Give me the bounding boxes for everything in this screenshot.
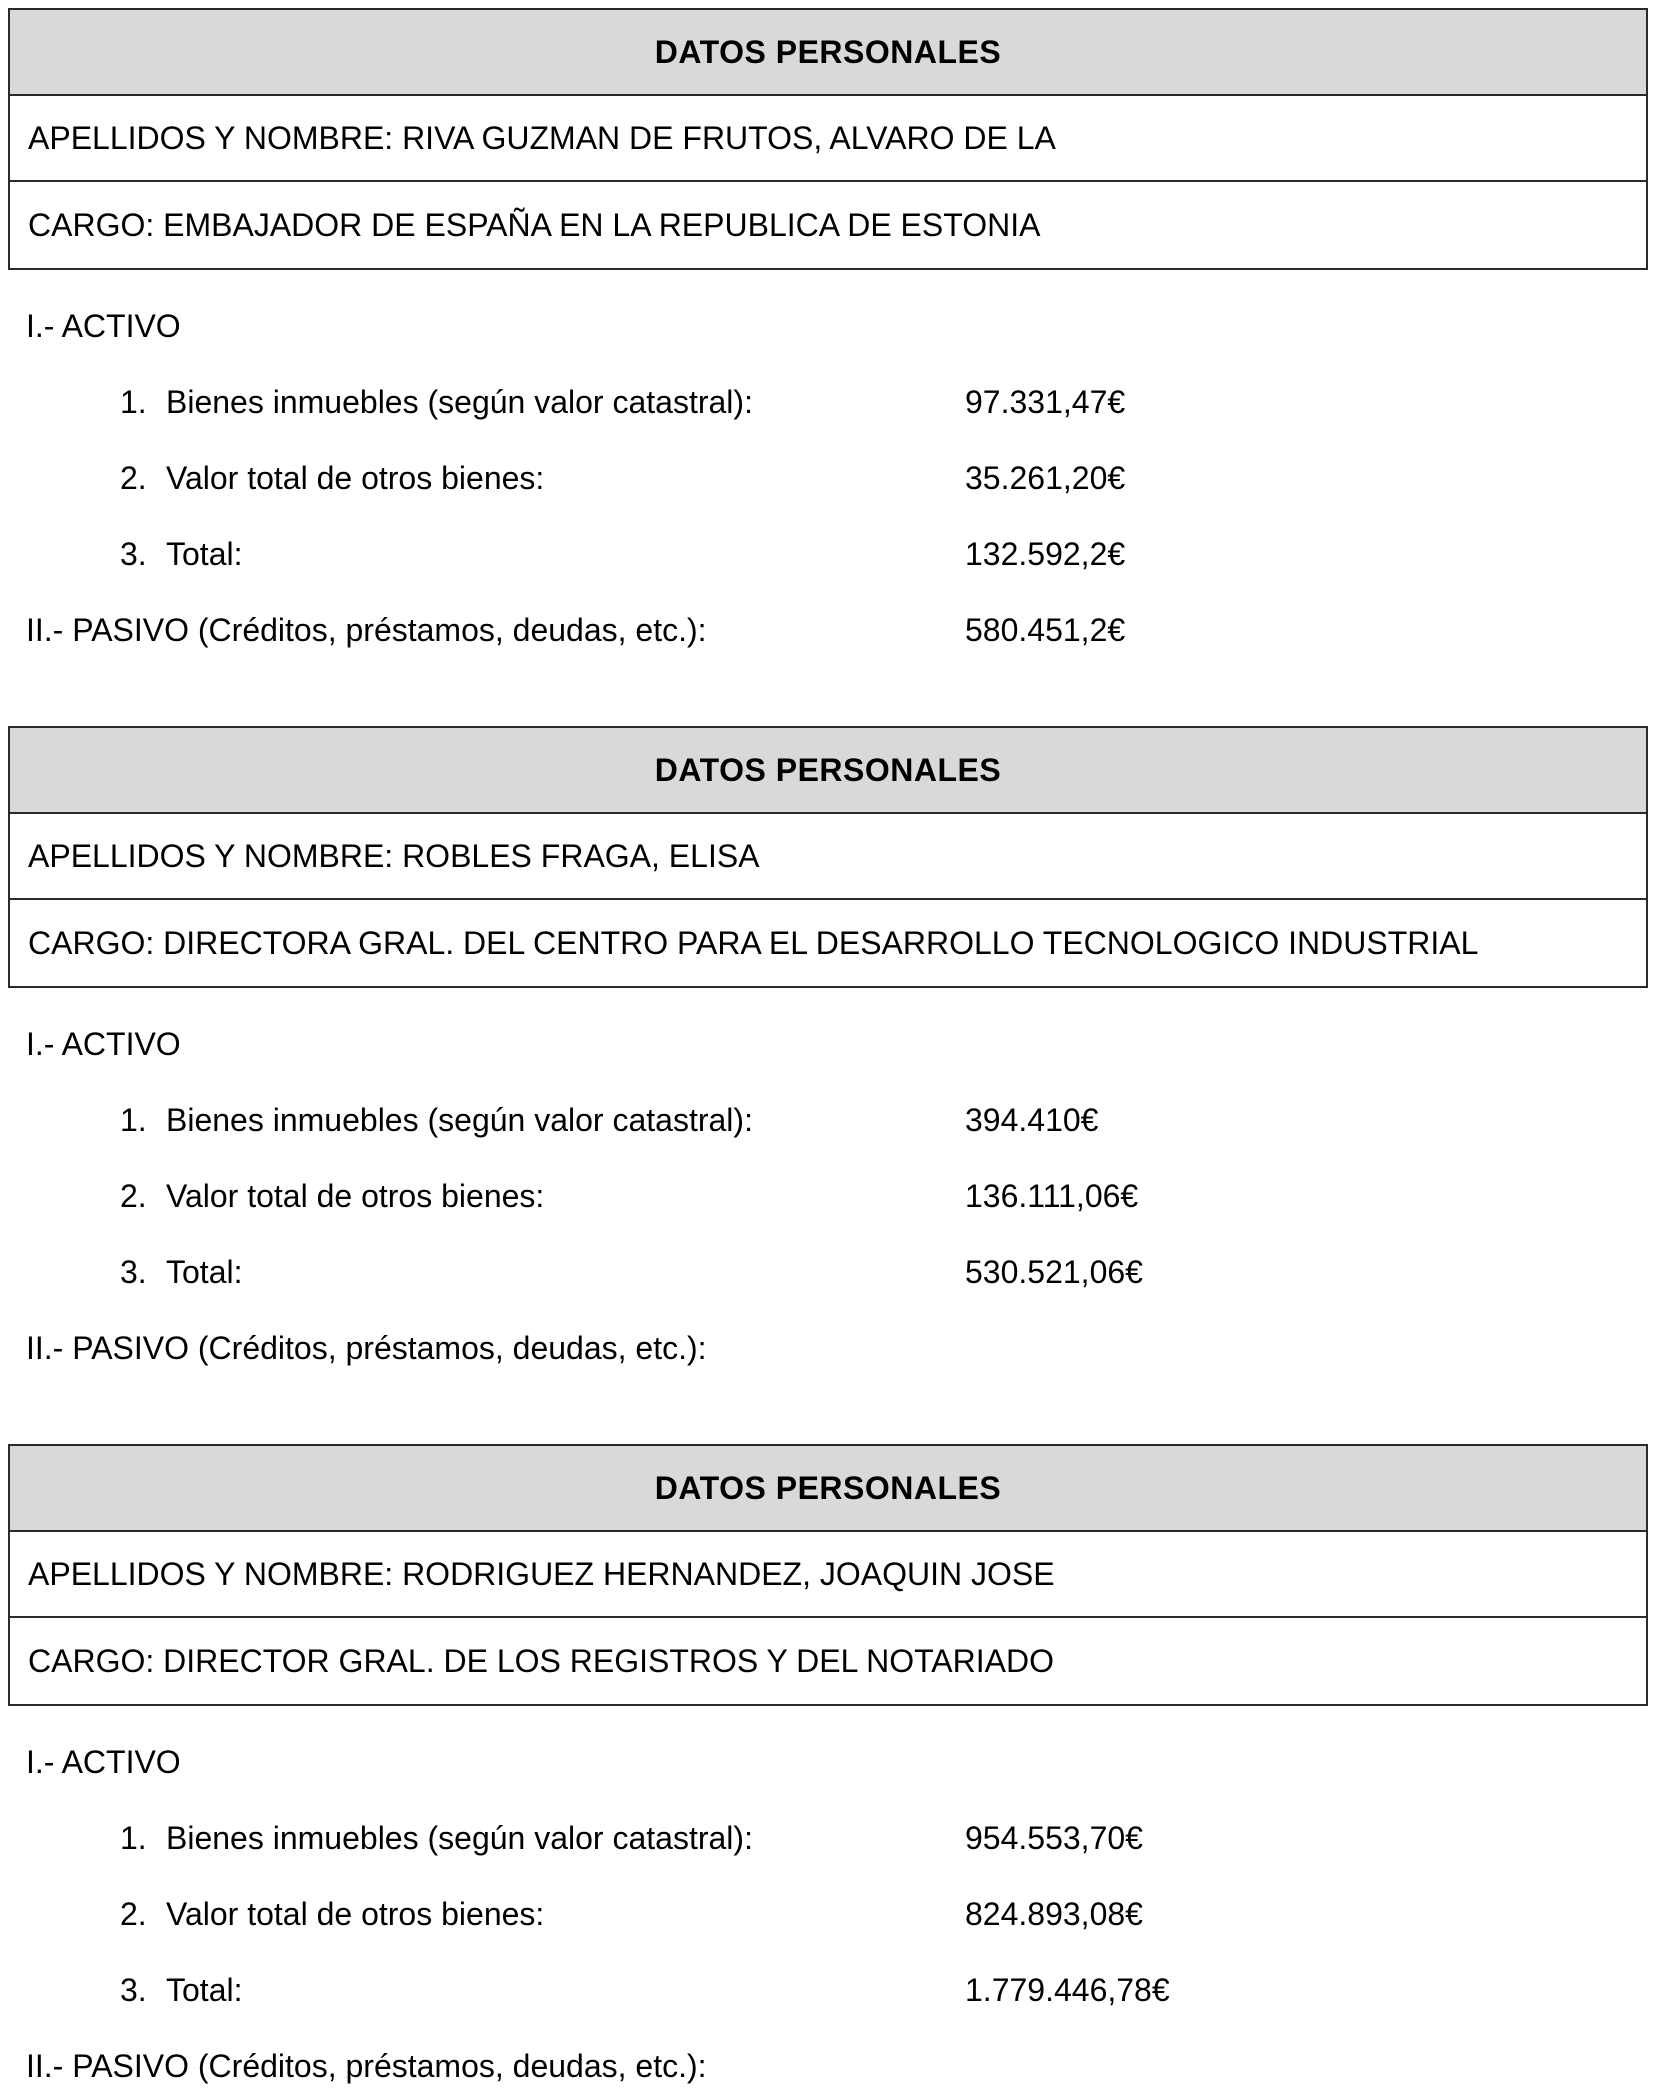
position-field: CARGO: DIRECTOR GRAL. DE LOS REGISTROS Y DEL NOTARIADO [28, 1642, 1054, 1679]
asset-item-value: 530.521,06€ [965, 1254, 1143, 1290]
asset-item-number: 2. [120, 460, 147, 496]
liabilities-value: 580.451,2€ [965, 612, 1126, 648]
asset-item-value: 954.553,70€ [965, 1820, 1143, 1856]
personal-data-title: DATOS PERSONALES [10, 728, 1646, 814]
personal-data-title: DATOS PERSONALES [10, 10, 1646, 96]
asset-item-number: 3. [120, 1254, 147, 1290]
liabilities-label: II.- PASIVO (Créditos, préstamos, deudas, etc.): [26, 612, 707, 648]
personal-data-table [8, 726, 1648, 988]
asset-item-number: 1. [120, 1820, 147, 1856]
position-field: CARGO: DIRECTORA GRAL. DEL CENTRO PARA EL DESARROLLO TECNOLOGICO INDUSTRIAL [28, 924, 1479, 961]
asset-item-number: 3. [120, 1972, 147, 2008]
asset-item-number: 3. [120, 536, 147, 572]
name-field: APELLIDOS Y NOMBRE: RODRIGUEZ HERNANDEZ, JOAQUIN JOSE [10, 1532, 1646, 1618]
personal-data-table [8, 8, 1648, 270]
personal-data-title: DATOS PERSONALES [10, 1446, 1646, 1532]
liabilities-label: II.- PASIVO (Créditos, préstamos, deudas, etc.): [26, 1330, 707, 1366]
asset-item-value: 35.261,20€ [965, 460, 1126, 496]
asset-item-number: 1. [120, 1102, 147, 1138]
asset-item-label: Valor total de otros bienes: [166, 1178, 545, 1214]
asset-item-label: Bienes inmuebles (según valor catastral): [166, 1820, 753, 1856]
asset-item-label: Total: [166, 536, 243, 572]
assets-heading: I.- ACTIVO [26, 1744, 181, 1780]
liabilities-label: II.- PASIVO (Créditos, préstamos, deudas, etc.): [26, 2048, 707, 2084]
assets-heading: I.- ACTIVO [26, 1026, 181, 1062]
assets-heading: I.- ACTIVO [26, 308, 181, 344]
asset-item-value: 1.779.446,78€ [965, 1972, 1170, 2008]
personal-data-table [8, 1444, 1648, 1706]
asset-item-number: 2. [120, 1178, 147, 1214]
asset-item-number: 2. [120, 1896, 147, 1932]
asset-item-label: Total: [166, 1254, 243, 1290]
asset-item-label: Total: [166, 1972, 243, 2008]
asset-item-label: Valor total de otros bienes: [166, 460, 545, 496]
asset-item-value: 824.893,08€ [965, 1896, 1143, 1932]
name-field: APELLIDOS Y NOMBRE: ROBLES FRAGA, ELISA [10, 814, 1646, 900]
asset-item-value: 394.410€ [965, 1102, 1099, 1138]
asset-item-number: 1. [120, 384, 147, 420]
asset-item-label: Valor total de otros bienes: [166, 1896, 545, 1932]
asset-item-label: Bienes inmuebles (según valor catastral): [166, 384, 753, 420]
asset-item-value: 97.331,47€ [965, 384, 1126, 420]
asset-item-value: 132.592,2€ [965, 536, 1126, 572]
asset-item-value: 136.111,06€ [965, 1178, 1139, 1214]
name-field: APELLIDOS Y NOMBRE: RIVA GUZMAN DE FRUTOS, ALVARO DE LA [10, 96, 1646, 182]
position-field: CARGO: EMBAJADOR DE ESPAÑA EN LA REPUBLICA DE ESTONIA [28, 206, 1041, 243]
asset-item-label: Bienes inmuebles (según valor catastral): [166, 1102, 753, 1138]
